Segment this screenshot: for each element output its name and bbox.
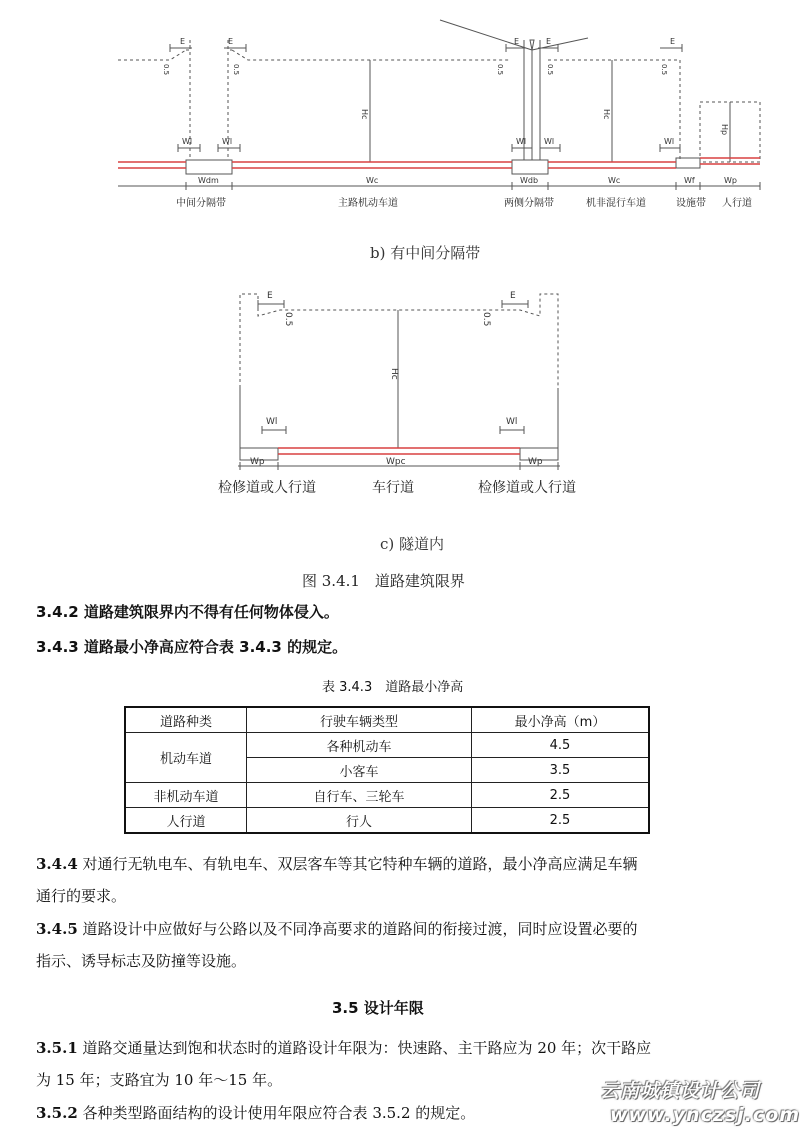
label-E: E [670,37,676,46]
label-Hc: Hc [389,368,399,380]
table-row [125,783,649,808]
table-title: 表 3.4.3 道路最小净高 [322,680,464,695]
table-cell: 自行车、三轮车 [247,783,472,808]
label-Wf: Wf [684,176,695,185]
paragraph-text: 对通行无轨电车、有轨电车、双层客车等其它特种车辆的道路，最小净高应满足车辆 [82,855,638,873]
part-maintenance-walkway: 检修道或人行道 [218,480,316,496]
clause-number: 3.5.2 [36,1104,78,1122]
part-main-lane: 主路机动车道 [338,198,398,209]
label-half: 0.5 [232,64,240,76]
label-Wl: Wl [544,137,555,146]
clause-3-4-2: 3.4.2 道路建筑限界内不得有任何物体侵入。 [36,603,339,621]
section-heading-3-5: 3.5 设计年限 [332,999,424,1017]
label-Wdb: Wdb [520,176,539,185]
paragraph-text: 通行的要求。 [36,887,127,905]
table-row [125,733,649,758]
label-Hc: Hc [360,109,369,120]
figure-b-caption: b) 有中间分隔带 [370,244,481,262]
table-header: 行驶车辆类型 [247,707,472,733]
label-E: E [267,291,273,301]
label-E: E [510,291,516,301]
part-median: 中间分隔带 [176,198,226,209]
label-half: 0.5 [283,312,293,327]
label-E: E [546,37,552,46]
label-Wl: Wl [222,137,233,146]
table-cell: 各种机动车 [247,733,472,758]
clause-number: 3.5.1 [36,1039,78,1057]
label-Hp: Hp [720,124,729,136]
table-cell: 3.5 [472,758,650,783]
label-half: 0.5 [162,64,170,76]
paragraph-3-4-4 [36,852,776,908]
label-Wp: Wp [724,176,737,185]
table-cell: 机动车道 [125,733,247,783]
table-cell: 非机动车道 [125,783,247,808]
clause-number: 3.4.5 [36,920,78,938]
paragraph-text: 道路设计中应做好与公路以及不同净高要求的道路间的衔接过渡，同时应设置必要的 [82,920,638,938]
label-Wl: Wl [516,137,527,146]
label-Hc: Hc [602,109,611,120]
table-cell: 人行道 [125,808,247,834]
label-E: E [180,37,186,46]
clause-number: 3.4.4 [36,855,78,873]
watermark-url: www.ynczsj.com [610,1104,800,1126]
label-Wl: Wl [266,417,278,427]
label-Wp: Wp [250,457,265,467]
label-half: 0.5 [546,64,554,76]
paragraph-text: 各种类型路面结构的设计使用年限应符合表 3.5.2 的规定。 [82,1104,476,1122]
paragraph-3-4-5 [36,917,776,973]
label-E: E [228,37,234,46]
label-Wdm: Wdm [198,176,219,185]
part-facility-strip: 设施带 [676,198,706,209]
part-sidewalk: 人行道 [722,198,752,209]
label-E: E [514,37,520,46]
paragraph-text: 指示、诱导标志及防撞等设施。 [36,952,247,970]
label-Wl: Wl [664,137,675,146]
figure-c-caption: c) 隧道内 [380,535,445,553]
label-half: 0.5 [660,64,668,76]
label-half: 0.5 [496,64,504,76]
paragraph-text: 道路交通量达到饱和状态时的道路设计年限为：快速路、主干路应为 20 年；次干路应 [82,1039,652,1057]
part-mixed-lane: 机非混行车道 [586,198,646,209]
figure-b-diagram [0,0,800,240]
paragraph-text: 为 15 年；支路宜为 10 年～15 年。 [36,1071,283,1089]
part-maintenance-walkway: 检修道或人行道 [478,480,576,496]
clause-3-4-3: 3.4.3 道路最小净高应符合表 3.4.3 的规定。 [36,638,348,656]
label-Wl: Wl [506,417,518,427]
part-side-separator: 两侧分隔带 [504,198,554,209]
min-clearance-table [124,706,650,834]
table-header: 最小净高（m） [472,707,650,733]
label-Wpc: Wpc [386,457,406,467]
label-Wl: Wl [182,137,193,146]
table-cell: 小客车 [247,758,472,783]
table-header: 道路种类 [125,707,247,733]
part-carriageway: 车行道 [372,480,414,496]
figure-c-diagram [0,280,800,500]
figure-title: 图 3.4.1 道路建筑限界 [302,572,465,590]
table-cell: 行人 [247,808,472,834]
watermark-company: 云南城镇设计公司 [600,1080,761,1102]
label-Wc: Wc [608,176,621,185]
table-cell: 4.5 [472,733,650,758]
table-header-row [125,707,649,733]
table-cell: 2.5 [472,808,650,834]
label-half: 0.5 [481,312,491,327]
table-row [125,808,649,834]
label-Wp: Wp [528,457,543,467]
table-cell: 2.5 [472,783,650,808]
label-Wc: Wc [366,176,379,185]
